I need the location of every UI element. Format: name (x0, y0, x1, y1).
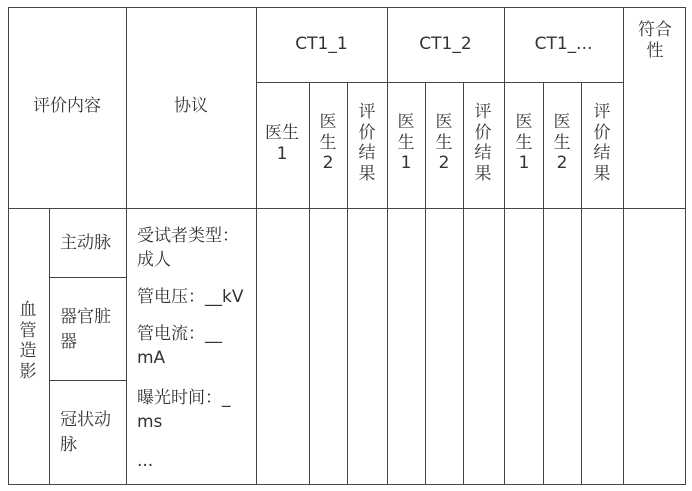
protocol-line: 曝光时间：_ (137, 388, 231, 408)
organ-organ-line2: 器 (60, 332, 77, 352)
table-border-left (8, 7, 9, 485)
table-line-organ1-bottom (49, 277, 126, 278)
table-line-organ2-bottom (49, 380, 126, 381)
protocol-line: ... (137, 451, 154, 471)
header-group-ct1-1: CT1_1 (295, 34, 348, 54)
table-line-group3-right (623, 7, 624, 485)
organ-aorta: 主动脉 (60, 233, 111, 253)
subheader-doctor2: 医生2 (319, 112, 337, 173)
header-group-ct1-2: CT1_2 (419, 34, 472, 54)
protocol-line: ms (137, 412, 163, 432)
table-line-sub (581, 82, 582, 485)
header-group-ct1-etc: CT1_... (534, 34, 593, 54)
table-line-eval-right (126, 7, 127, 485)
table-line-sub (543, 82, 544, 485)
protocol-line: 管电压：__kV (137, 287, 244, 307)
protocol-line: 成人 (137, 250, 171, 270)
table-line-sub (463, 82, 464, 485)
table-line-sub (425, 82, 426, 485)
table-line-group2-right (504, 7, 505, 485)
table-line-protocol-right (256, 7, 257, 485)
subheader-doctor2: 医生2 (435, 112, 453, 173)
table-border-right (685, 7, 686, 485)
header-eval-content: 评价内容 (33, 96, 101, 116)
subheader-doctor1: 医生1 (515, 112, 533, 173)
subheader-result: 评价结果 (358, 102, 376, 184)
table-line-sub (309, 82, 310, 485)
protocol-line: mA (137, 348, 166, 368)
subheader-doctor1: 医生1 (265, 123, 299, 164)
subheader-doctor1: 医生1 (397, 112, 415, 173)
table-line-group-bottom (256, 82, 623, 83)
category-label: 血管造影 (19, 300, 37, 382)
subheader-doctor2: 医生2 (553, 112, 571, 173)
subheader-result: 评价结果 (474, 102, 492, 184)
protocol-line: 受试者类型： (137, 226, 239, 246)
table-line-sub (347, 82, 348, 485)
table-border-top (8, 7, 686, 8)
subheader-result: 评价结果 (593, 102, 611, 184)
organ-organ-line1: 器官脏 (60, 307, 111, 327)
header-conformity: 符合性 (638, 20, 672, 61)
organ-coronary-line2: 脉 (60, 435, 77, 455)
protocol-line: 管电流：__ (137, 324, 222, 344)
table-line-category-right (49, 208, 50, 485)
table-line-group1-right (387, 7, 388, 485)
header-protocol: 协议 (174, 96, 208, 116)
organ-coronary-line1: 冠状动 (60, 410, 111, 430)
